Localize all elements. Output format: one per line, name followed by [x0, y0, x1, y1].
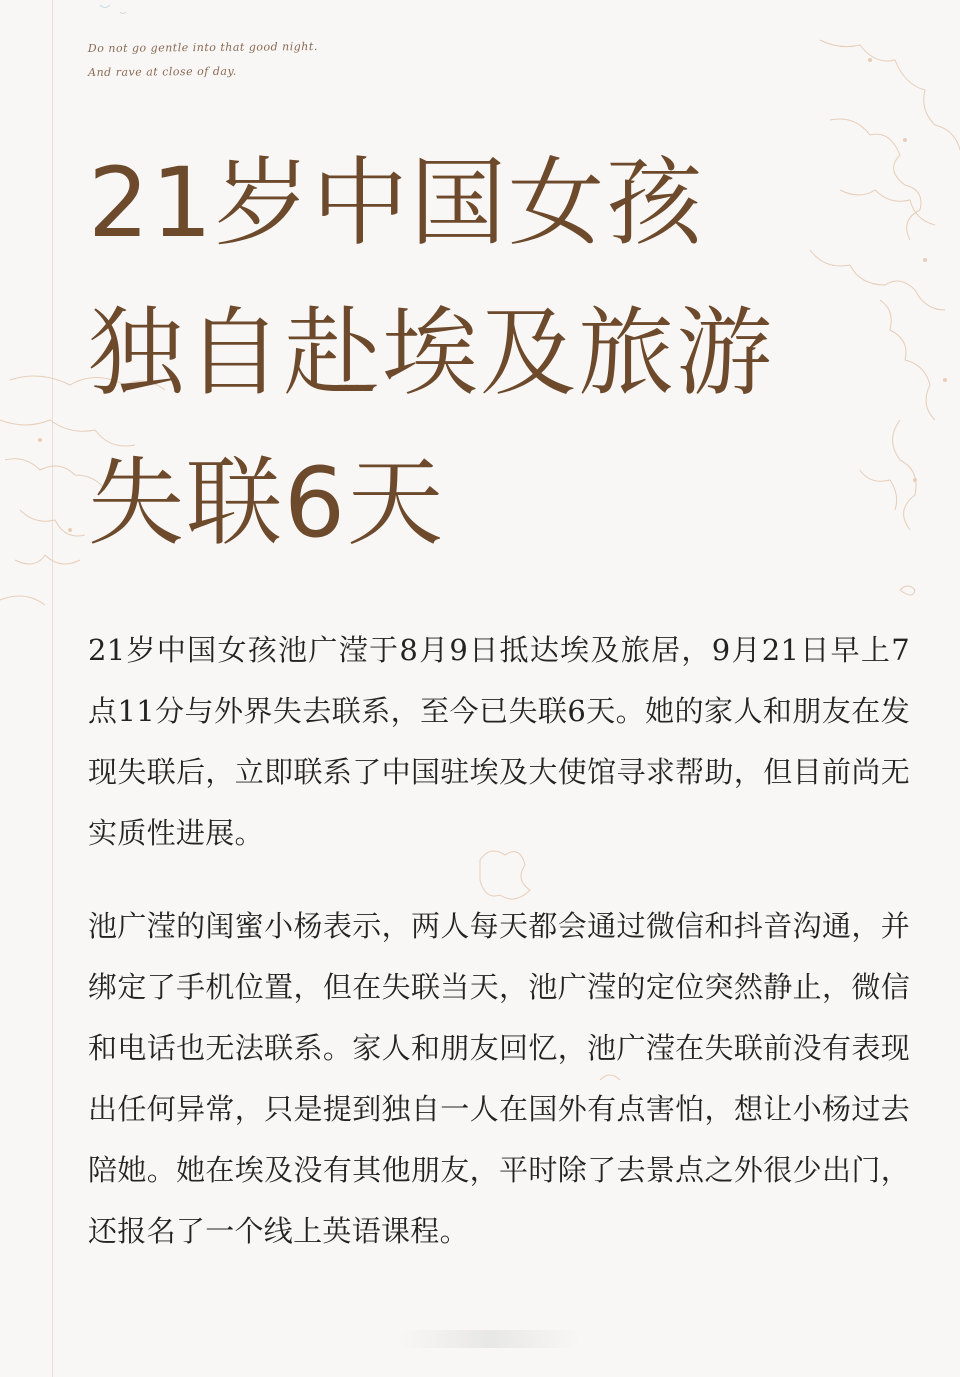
watermark	[400, 1330, 580, 1348]
headline-line-2: 独自赴埃及旅游	[88, 297, 774, 409]
handwritten-line-1: Do not go gentle into that good night.	[87, 39, 318, 56]
headline-line-3: 失联6天	[88, 447, 446, 559]
handwritten-quote	[88, 35, 318, 85]
paragraph-1: 21岁中国女孩池广滢于8月9日抵达埃及旅居，9月21日早上7点11分与外界失去联系，至今已失联6天。她的家人和朋友在发现失联后，立即联系了中国驻埃及大使馆寻求帮助，但目前尚无实质性进展。	[88, 633, 910, 850]
headline-line-1: 21岁中国女孩	[88, 147, 705, 259]
handwritten-line-2: And rave at close of day.	[88, 64, 237, 80]
paragraph-2: 池广滢的闺蜜小杨表示，两人每天都会通过微信和抖音沟通，并绑定了手机位置，但在失联当天，池广滢的定位突然静止，微信和电话也无法联系。家人和朋友回忆，池广滢在失联前没有表现出任何异常，只是提到独自一人在国外有点害怕，想让小杨过去陪她。她在埃及没有其他朋友，平时除了去景点之外很少出门，还报名了一个线上英语课程。	[88, 909, 910, 1248]
article-body	[88, 620, 910, 1294]
article-headline	[88, 128, 774, 578]
